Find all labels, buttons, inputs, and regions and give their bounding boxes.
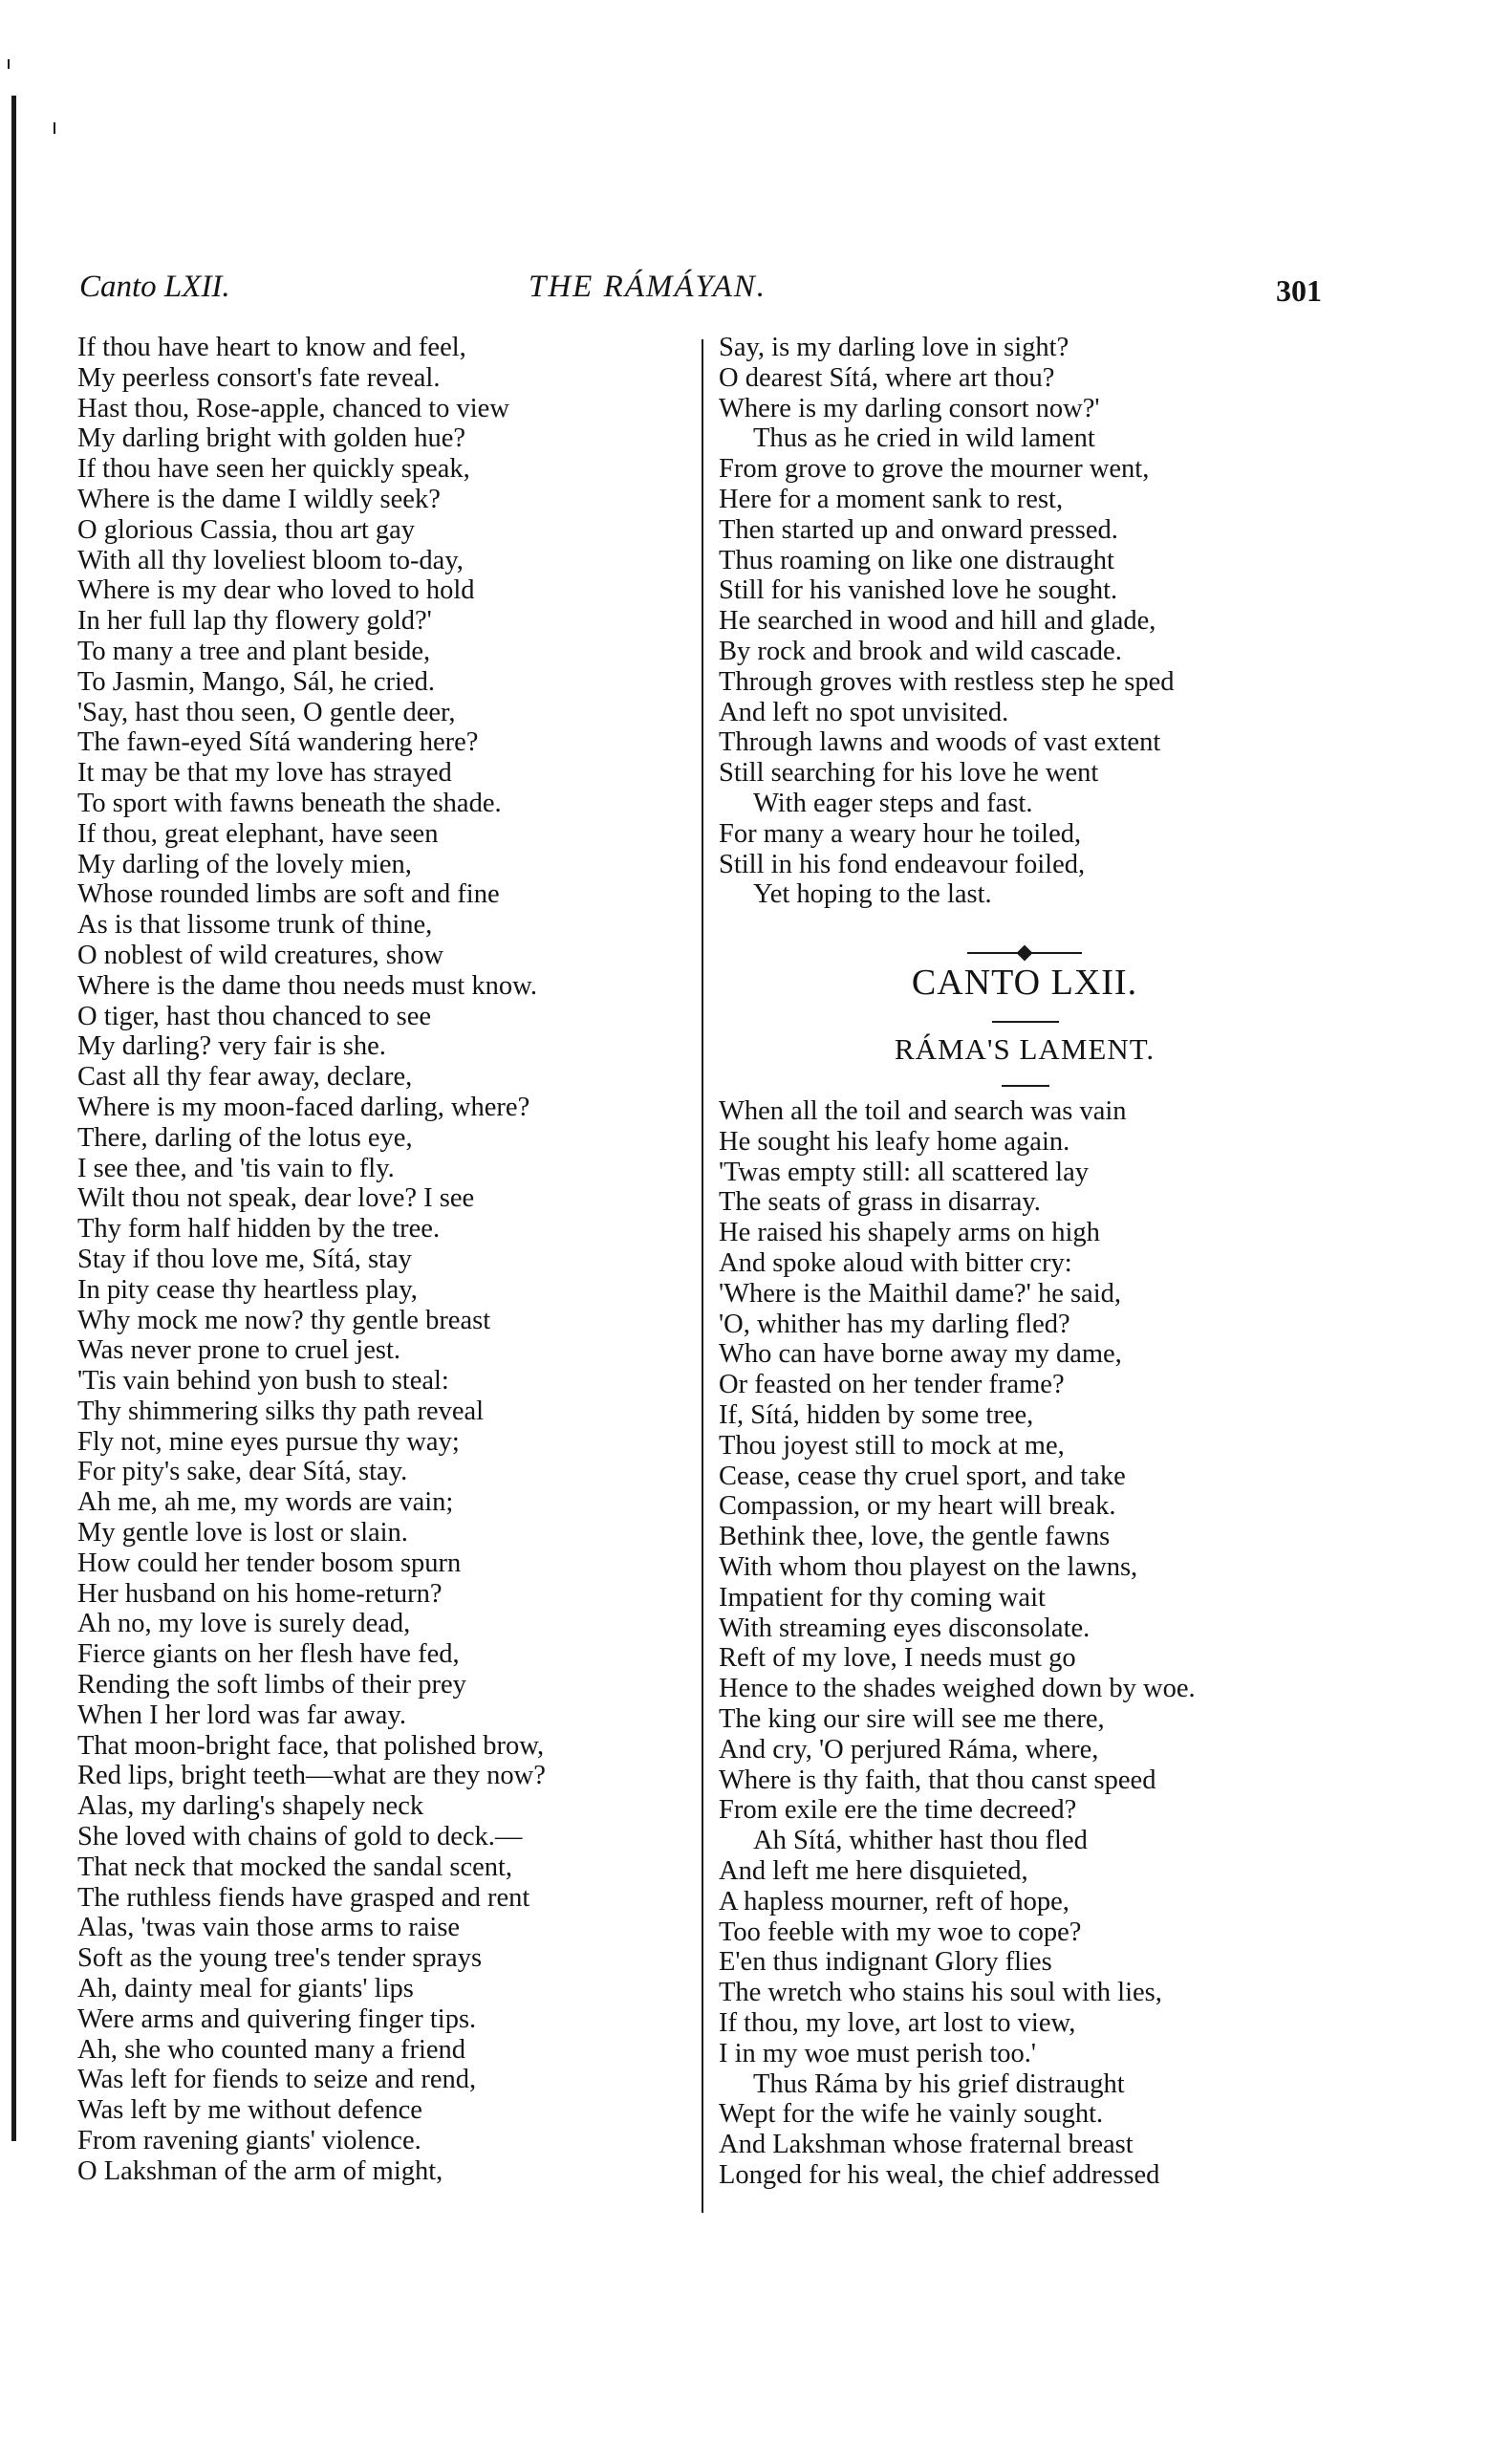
verse-line: Red lips, bright teeth—what are they now? — [77, 1761, 546, 1791]
verse-line: O dearest Sítá, where art thou? — [719, 362, 1055, 393]
left-column — [77, 333, 689, 2187]
verse-line: My darling bright with golden hue? — [77, 423, 466, 454]
verse-line: Here for a moment sank to rest, — [719, 484, 1064, 514]
verse-line: Ah me, ah me, my words are vain; — [77, 1487, 454, 1518]
verse-line: Too feeble with my woe to cope? — [719, 1916, 1082, 1947]
left-binding-edge — [11, 96, 16, 2141]
verse-line: With eager steps and fast. — [753, 788, 1033, 818]
verse-line: It may be that my love has strayed — [77, 758, 452, 789]
verse-line: A hapless mourner, reft of hope, — [719, 1886, 1069, 1916]
verse-line: Whose rounded limbs are soft and fine — [77, 879, 500, 910]
verse-line: My darling? very fair is she. — [77, 1031, 386, 1062]
verse-line: Still in his fond endeavour foiled, — [719, 849, 1086, 879]
verse-line: Was never prone to cruel jest. — [77, 1335, 400, 1366]
verse-line: Yet hoping to the last. — [753, 879, 992, 910]
verse-line: From exile ere the time decreed? — [719, 1795, 1077, 1826]
right-column-top — [719, 333, 1330, 910]
verse-line: When all the toil and search was vain — [719, 1096, 1127, 1126]
verse-line: As is that lissome trunk of thine, — [77, 910, 433, 941]
verse-line: Cease, cease thy cruel sport, and take — [719, 1461, 1126, 1491]
verse-line: My peerless consort's fate reveal. — [77, 362, 441, 393]
verse-line: Where is my moon-faced darling, where? — [77, 1092, 530, 1122]
verse-line: And Lakshman whose fraternal breast — [719, 2130, 1134, 2160]
verse-line: Or feasted on her tender frame? — [719, 1370, 1065, 1400]
verse-line: Through lawns and woods of vast extent — [719, 727, 1161, 758]
verse-line: Ah no, my love is surely dead, — [77, 1609, 411, 1639]
verse-line: And left me here disquieted, — [719, 1855, 1028, 1886]
verse-line: Was left by me without defence — [77, 2095, 422, 2126]
verse-line: Still for his vanished love he sought. — [719, 575, 1118, 606]
verse-line: Who can have borne away my dame, — [719, 1339, 1122, 1370]
verse-line: If, Sítá, hidden by some tree, — [719, 1399, 1034, 1430]
canto-title: CANTO LXII. — [911, 963, 1138, 1003]
verse-line: In her full lap thy flowery gold?' — [77, 606, 432, 637]
verse-line: Then started up and onward pressed. — [719, 514, 1118, 545]
verse-line: 'Twas empty still: all scattered lay — [719, 1157, 1089, 1187]
verse-line: Thy form half hidden by the tree. — [77, 1214, 441, 1245]
verse-line: From grove to grove the mourner went, — [719, 454, 1150, 485]
verse-line: Cast all thy fear away, declare, — [77, 1062, 413, 1093]
verse-line: Bethink thee, love, the gentle fawns — [719, 1522, 1111, 1552]
verse-line: Ah, dainty meal for giants' lips — [77, 1974, 414, 2004]
verse-line: There, darling of the lotus eye, — [77, 1122, 413, 1153]
verse-line: Thou joyest still to mock at me, — [719, 1430, 1065, 1461]
verse-line: Hast thou, Rose-apple, chanced to view — [77, 393, 509, 423]
verse-line: He searched in wood and hill and glade, — [719, 606, 1156, 637]
verse-line: Wilt thou not speak, dear love? I see — [77, 1183, 475, 1214]
running-head — [79, 270, 1322, 317]
verse-line: O tiger, hast thou chanced to see — [77, 1001, 432, 1031]
verse-line: She loved with chains of gold to deck.— — [77, 1822, 523, 1852]
verse-line: 'Tis vain behind yon bush to steal: — [77, 1366, 449, 1397]
verse-line: Reft of my love, I needs must go — [719, 1643, 1076, 1674]
verse-line: To sport with fawns beneath the shade. — [77, 788, 502, 818]
canto-title-underline — [992, 1021, 1059, 1023]
canto-subtitle: RÁMA'S LAMENT. — [894, 1032, 1156, 1066]
verse-line: The fawn-eyed Sítá wandering here? — [77, 727, 479, 758]
verse-line: Ah, she who counted many a friend — [77, 2034, 466, 2065]
verse-line: The king our sire will see me there, — [719, 1703, 1105, 1734]
verse-line: In pity cease thy heartless play, — [77, 1274, 418, 1305]
verse-line: 'Where is the Maithil dame?' he said, — [719, 1278, 1122, 1309]
verse-line: How could her tender bosom spurn — [77, 1548, 462, 1578]
verse-line: And spoke aloud with bitter cry: — [719, 1247, 1072, 1278]
verse-line: With all thy loveliest bloom to-day, — [77, 545, 464, 575]
verse-line: Still searching for his love he went — [719, 758, 1099, 789]
verse-line: The wretch who stains his soul with lies, — [719, 1978, 1162, 2008]
verse-line: Through groves with restless step he sped — [719, 666, 1175, 697]
page-number: 301 — [1276, 273, 1322, 308]
verse-line: Longed for his weal, the chief addressed — [719, 2159, 1160, 2190]
verse-line: Were arms and quivering finger tips. — [77, 2003, 477, 2034]
verse-line: Alas, 'twas vain those arms to raise — [77, 1913, 461, 1943]
right-column-bottom — [719, 1096, 1330, 2191]
verse-line: I in my woe must perish too.' — [719, 2038, 1037, 2068]
verse-line: With streaming eyes disconsolate. — [719, 1613, 1091, 1643]
column-divider — [702, 339, 703, 2213]
verse-line: O glorious Cassia, thou art gay — [77, 514, 416, 545]
verse-line: Stay if thou love me, Sítá, stay — [77, 1244, 412, 1274]
verse-line: Thus roaming on like one distraught — [719, 545, 1114, 575]
verse-line: Her husband on his home-return? — [77, 1578, 443, 1609]
verse-line: If thou have seen her quickly speak, — [77, 454, 470, 485]
verse-line: He raised his shapely arms on high — [719, 1218, 1100, 1248]
running-head-title: THE RÁMÁYAN. — [529, 270, 767, 304]
verse-line: My darling of the lovely mien, — [77, 849, 412, 879]
verse-line: Say, is my darling love in sight? — [719, 333, 1069, 362]
stray-mark — [54, 122, 55, 134]
verse-line: Thus as he cried in wild lament — [753, 423, 1095, 454]
verse-line: Ah Sítá, whither hast thou fled — [753, 1826, 1088, 1856]
verse-line: Where is thy faith, that thou canst speed — [719, 1765, 1156, 1795]
verse-line: Compassion, or my heart will break. — [719, 1491, 1116, 1522]
verse-line: From ravening giants' violence. — [77, 2126, 421, 2156]
verse-line: By rock and brook and wild cascade. — [719, 636, 1122, 666]
verse-line: Where is the dame I wildly seek? — [77, 484, 441, 514]
verse-line: For many a weary hour he toiled, — [719, 818, 1082, 849]
verse-line: If thou, my love, art lost to view, — [719, 2007, 1076, 2038]
verse-line: Wept for the wife he vainly sought. — [719, 2099, 1104, 2130]
verse-line: Fly not, mine eyes pursue thy way; — [77, 1426, 460, 1457]
verse-line: And cry, 'O perjured Ráma, where, — [719, 1734, 1099, 1765]
verse-line: Rending the soft limbs of their prey — [77, 1670, 466, 1700]
verse-line: Fierce giants on her flesh have fed, — [77, 1639, 460, 1670]
verse-line: To many a tree and plant beside, — [77, 636, 431, 666]
verse-line: O noblest of wild creatures, show — [77, 940, 444, 970]
verse-line: E'en thus indignant Glory flies — [719, 1947, 1052, 1978]
verse-line: If thou, great elephant, have seen — [77, 818, 439, 849]
ornament-diamond — [1017, 945, 1033, 962]
verse-line: Thy shimmering silks thy path reveal — [77, 1396, 485, 1426]
verse-line: He sought his leafy home again. — [719, 1126, 1070, 1157]
verse-line: For pity's sake, dear Sítá, stay. — [77, 1457, 408, 1487]
verse-line: That neck that mocked the sandal scent, — [77, 1851, 513, 1882]
verse-line: And left no spot unvisited. — [719, 697, 1009, 727]
canto-subtitle-underline — [1002, 1085, 1049, 1087]
verse-line: Where is my darling consort now?' — [719, 393, 1100, 423]
verse-line: Alas, my darling's shapely neck — [77, 1791, 424, 1822]
verse-line: With whom thou playest on the lawns, — [719, 1551, 1138, 1582]
verse-line: When I her lord was far away. — [77, 1700, 406, 1730]
verse-line: Why mock me now? thy gentle breast — [77, 1305, 491, 1335]
verse-line: Soft as the young tree's tender sprays — [77, 1943, 483, 1974]
running-head-canto: Canto LXII. — [79, 270, 230, 304]
verse-line: If thou have heart to know and feel, — [77, 333, 466, 362]
verse-line: Was left for fiends to seize and rend, — [77, 2065, 477, 2095]
verse-line: 'O, whither has my darling fled? — [719, 1309, 1070, 1339]
verse-line: I see thee, and 'tis vain to fly. — [77, 1153, 395, 1183]
verse-line: Impatient for thy coming wait — [719, 1582, 1046, 1613]
verse-line: The ruthless fiends have grasped and rent — [77, 1882, 530, 1913]
verse-line: To Jasmin, Mango, Sál, he cried. — [77, 666, 435, 697]
verse-line: Where is my dear who loved to hold — [77, 575, 475, 606]
verse-line: 'Say, hast thou seen, O gentle deer, — [77, 697, 456, 727]
verse-line: Thus Ráma by his grief distraught — [753, 2068, 1125, 2099]
verse-line: O Lakshman of the arm of might, — [77, 2155, 443, 2186]
verse-line: That moon-bright face, that polished brow, — [77, 1730, 545, 1761]
verse-line: Where is the dame thou needs must know. — [77, 970, 537, 1001]
stray-mark — [8, 59, 10, 69]
verse-line: Hence to the shades weighed down by woe. — [719, 1674, 1196, 1704]
verse-line: The seats of grass in disarray. — [719, 1187, 1041, 1218]
verse-line: My gentle love is lost or slain. — [77, 1518, 408, 1548]
